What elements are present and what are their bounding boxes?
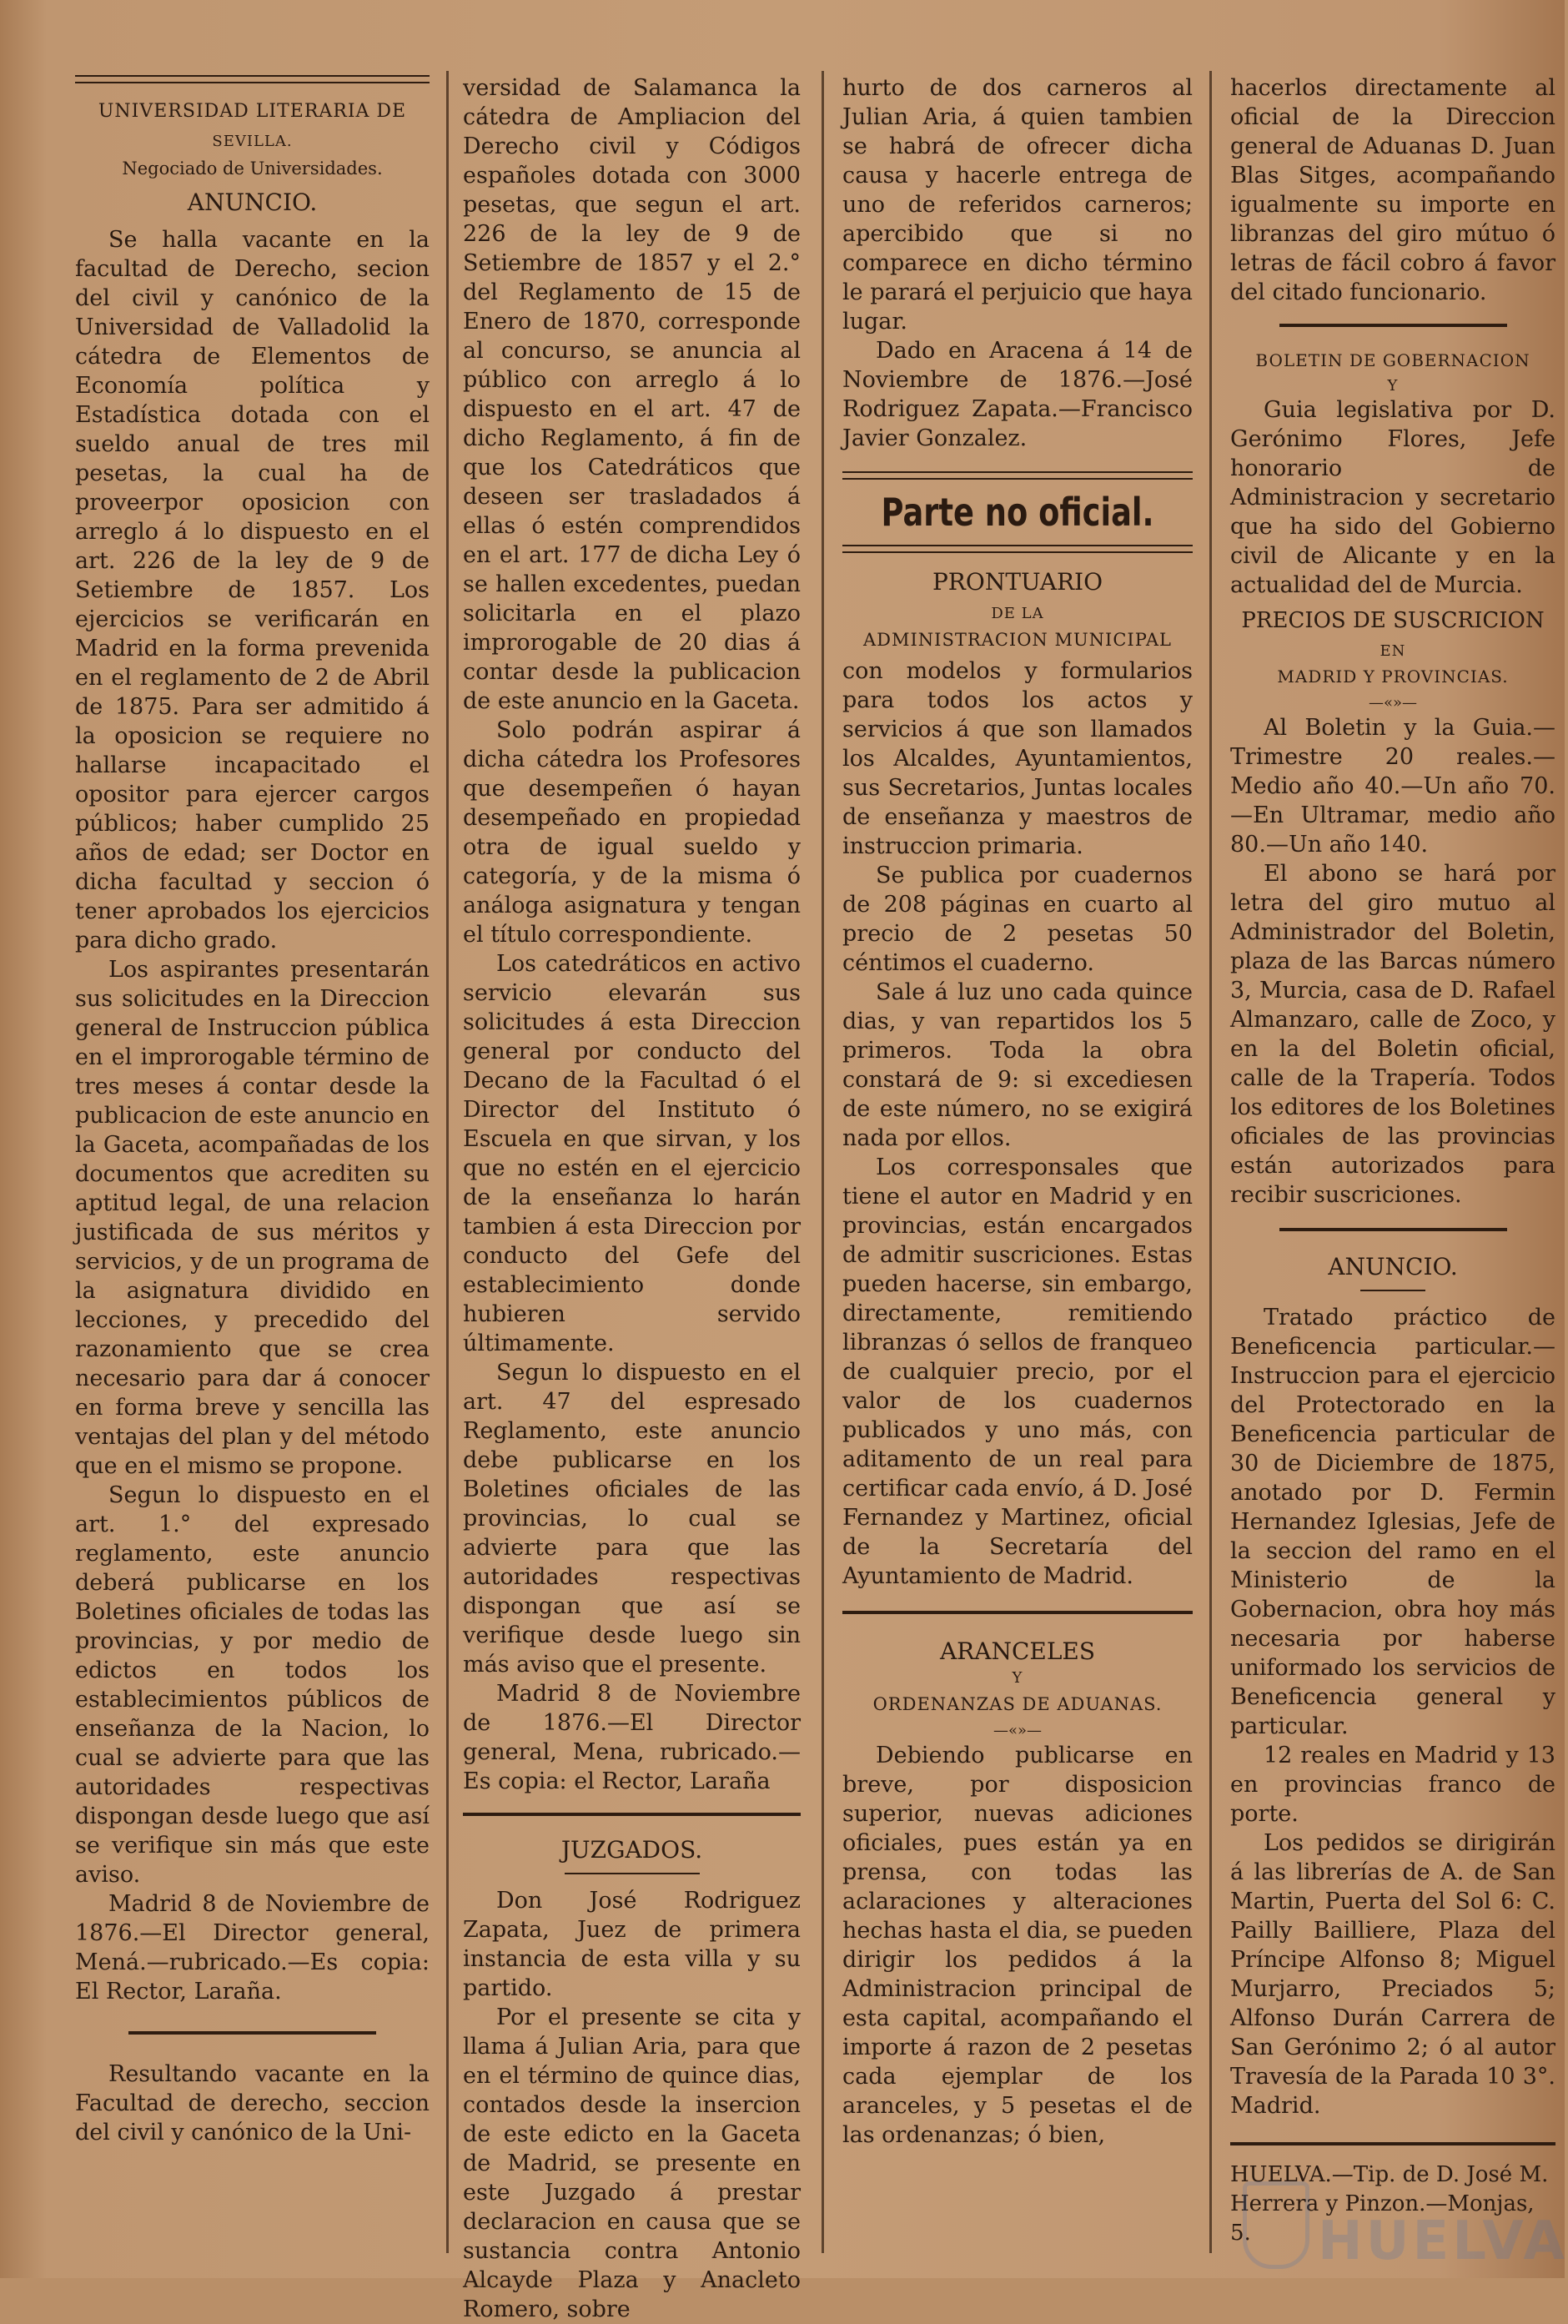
paragraph: Tratado práctico de Beneficencia particular.—Instruccion para el ejercicio del Protectorado en la Beneficencia particular de 30 de Diciembre de 1875, anotado por D. Fermin Hernandez Iglesias, Jefe de la seccion del ramo en el Ministerio de la Gobernacion, obra hoy más necesaria por haberse uniformado los servicios de Beneficencia general y particular. (1230, 1305, 1555, 1739)
paragraph: Los pedidos se dirigirán á las librerías de A. de San Martin, Puerta del Sol 6: C. Pailly Bailliere, Plaza del Príncipe Alfonso 8; Miguel Murjarro, Preciados 5; Alfonso Durán Carrera de San Gerónimo 2; ó al autor Travesía de la Parada 10 3°. Madrid. (1230, 1830, 1555, 2119)
paragraph: versidad de Salamanca la cátedra de Ampliacion del Derecho civil y Códigos españoles dotada con 3000 pesetas, que segun el art. 226 de la ley de 9 de Setiembre de 1857 y el 2.° del Reglamento de 15 de Enero de 1870, corresponde al concurso, se anuncia al público con arreglo á lo dispuesto en el art. 47 de dicho Reglamento, á fin de que los Catedráticos que deseen ser trasladados á ellas ó estén comprendidos en el art. 177 de dicha Ley ó se hallen excedentes, puedan solicitarla en el plazo improrogable de 20 dias á contar desde la publicacion de este anuncio en la Gaceta. (463, 75, 801, 714)
shield-icon (1243, 2181, 1309, 2269)
column-2 (463, 73, 801, 2322)
paragraph: Segun lo dispuesto en el art. 1.° del expresado reglamento, este anuncio deberá publicarse en los Boletines oficiales de todas las provincias, y por medio de edictos en todos los establecimientos públicos de enseñanza de la Nacion, lo cual se advierte para que las autoridades respectivas dispongan desde luego que así se verifique sin más que este aviso. (75, 1482, 430, 1888)
top-rule (75, 75, 430, 83)
section-title: ARANCELES (939, 1637, 1096, 1665)
paragraph: con modelos y formularios para todos los actos y servicios á que son llamados los Alcaldes, Ayuntamientos, sus Secretarios, Juntas locales de enseñanza y maestros de instruccion primaria. (842, 658, 1193, 859)
paragraph: Por el presente se cita y llama á Julian Aria, para que en el término de quince dias, contados desde la insercion de este edicto en la Gaceta de Madrid, se presente en este Juzgado á prestar declaracion en causa que se sustancia contra Antonio Alcayde Plaza y Anacleto Romero, sobre (463, 2005, 801, 2322)
archive-watermark (1243, 2177, 1568, 2272)
section-title: PRONTUARIO (932, 568, 1103, 596)
section-subtitle: Y (1012, 1669, 1023, 1687)
divider (1230, 2142, 1555, 2145)
ornament: —«»— (1368, 694, 1418, 712)
paragraph: Al Boletin y la Guia.—Trimestre 20 reales.—Medio año 40.—Un año 70.—En Ultramar, medio año 80.—Un año 140. (1230, 715, 1555, 858)
section-banner: Parte no oficial. (881, 490, 1154, 535)
divider (842, 1611, 1193, 1614)
column-divider (1209, 71, 1212, 2253)
section-title: ANUNCIO. (1328, 1253, 1458, 1280)
paragraph: Se halla vacante en la facultad de Derecho, secion del civil y canónico de la Universidad de Valladolid la cátedra de Elementos de Economía política y Estadística dotada con el sueldo anual de tres mil pesetas, la cual ha de proveerpor oposicion con arreglo á lo dispuesto en el art. 226 de la ley de 9 de Setiembre de 1857. Los ejercicios se verificarán en Madrid en la forma prevenida en el reglamento de 2 de Abril de 1875. Para ser admitido á la oposicion se requiere no hallarse incapacitado el opositor para ejercer cargos públicos; haber cumplido 25 años de edad; ser Doctor en dicha facultad y seccion ó tener aprobados los ejercicios para dicho grado. (75, 227, 430, 953)
institution-city: SEVILLA. (212, 133, 293, 150)
section-subtitle: ORDENANZAS DE ADUANAS. (872, 1694, 1163, 1714)
paragraph: hurto de dos carneros al Julian Aria, á quien tambien se habrá de ofrecer dicha causa y hacerle entrega de uno de referidos carneros; apercibido que si no comparece en dicho término le parará el perjuicio que haya lugar. (842, 75, 1193, 335)
signature: Dado en Aracena á 14 de Noviembre de 1876.—José Rodriguez Zapata.—Francisco Javier Gonzalez. (842, 338, 1193, 451)
section-subtitle: ADMINISTRACION MUNICIPAL (862, 630, 1173, 650)
paragraph: Solo podrán aspirar á dicha cátedra los Profesores que desempeñen ó hayan desempeñado en propiedad otra de igual sueldo y categoría, y de la misma ó análoga asignatura y tengan el título correspondiente. (463, 717, 801, 948)
section-title: PRECIOS DE SUSCRICION (1241, 608, 1545, 633)
section-title: BOLETIN DE GOBERNACION (1255, 350, 1530, 370)
paragraph: Guia legislativa por D. Gerónimo Flores, Jefe honorario de Administracion y secretario que ha sido del Gobierno civil de Alicante y en la actualidad del de Murcia. (1230, 397, 1555, 598)
printer-footer: HUELVA.—Tip. de D. José M. Herrera y Pinzon.—Monjas, 5. (1230, 2162, 1549, 2246)
ornament: —«»— (993, 1722, 1043, 1739)
column-4 (1230, 73, 1555, 2253)
signature: Madrid 8 de Noviembre de 1876.—El Director general, Mena, rubricado.—Es copia: el Rector, Laraña (463, 1681, 801, 1794)
watermark-text: HUELVA (1318, 2211, 1568, 2272)
divider (565, 1873, 700, 1874)
column-3 (842, 73, 1193, 2253)
divider (842, 545, 1193, 553)
paragraph: Se publica por cuadernos de 208 páginas en cuarto al precio de 2 pesetas 50 céntimos el cuaderno. (842, 863, 1193, 976)
paragraph: Los corresponsales que tiene el autor en Madrid y en provincias, están encargados de admitir suscriciones. Estas pueden hacerse, sin embargo, directamente, remitiendo libranzas ó sellos de franqueo de cualquier precio, por el valor de los cuadernos publicados y uno más, con aditamento de un real para certificar cada envío, á D. José Fernandez y Martinez, oficial de la Secretaría del Ayuntamiento de Madrid. (842, 1154, 1193, 1589)
paragraph: Resultando vacante en la Facultad de derecho, seccion del civil y canónico de la Uni- (75, 2061, 430, 2145)
paragraph: Don José Rodriguez Zapata, Juez de primera instancia de esta villa y su partido. (463, 1888, 801, 2001)
section-subtitle: MADRID Y PROVINCIAS. (1277, 667, 1509, 687)
paragraph: hacerlos directamente al oficial de la Direccion general de Aduanas D. Juan Blas Sitges, acompañando igualmente su importe en libranzas del giro mútuo ó letras de fácil cobro á favor del citado funcionario. (1230, 75, 1555, 305)
divider (1279, 324, 1507, 327)
paragraph: Segun lo dispuesto en el art. 47 del espresado Reglamento, este anuncio debe publicarse en los Boletines oficiales de las provincias, lo cual se advierte para que las autoridades respectivas dispongan que así se verifique desde luego sin más aviso que el presente. (463, 1360, 801, 1678)
institution-header: UNIVERSIDAD LITERARIA DE (98, 101, 407, 122)
signature: Madrid 8 de Noviembre de 1876.—El Director general, Mená.—rubricado.—Es copia: El Rector, Laraña. (75, 1891, 430, 2005)
paragraph: Los aspirantes presentarán sus solicitudes en la Direccion general de Instruccion pública en el improrogable término de tres meses á contar desde la publicacion de este anuncio en la Gaceta, acompañadas de los documentos que acrediten su aptitud legal, de una relacion justificada de sus méritos y servicios, y de un programa de la asignatura dividido en lecciones, y precedido del razonamiento que se crea necesario para dar á conocer en forma breve y sencilla las ventajas del plan y del método que en el mismo se propone. (75, 957, 430, 1479)
divider (1360, 1290, 1425, 1291)
section-title: JUZGADOS. (560, 1836, 703, 1864)
divider (1279, 1228, 1507, 1231)
paragraph: 12 reales en Madrid y 13 en provincias franco de porte. (1230, 1743, 1555, 1827)
column-divider (446, 71, 449, 2253)
paragraph: Los catedráticos en activo servicio elevarán sus solicitudes á esta Direccion general por conducto del Decano de la Facultad ó el Director del Instituto ó Escuela en que sirvan, y los que no estén en el ejercicio de la enseñanza lo harán tambien á esta Direccion por conducto del Gefe del establecimiento donde hubieren servido últimamente. (463, 951, 801, 1356)
department: Negociado de Universidades. (122, 158, 383, 179)
divider (842, 471, 1193, 480)
section-title: ANUNCIO. (187, 189, 318, 216)
section-subtitle: Y (1387, 377, 1399, 395)
section-subtitle: EN (1380, 642, 1406, 660)
paragraph: Sale á luz uno cada quince dias, y van repartidos los 5 primeros. Toda la obra constará de 9: si excediesen de este número, no se exigirá nada por ellos. (842, 979, 1193, 1151)
paragraph: El abono se hará por letra del giro mutuo al Administrador del Boletin, plaza de las Barcas número 3, Murcia, casa de D. Rafael Almanzaro, calle de Zoco, y en la del Boletin oficial, calle de la Trapería. Todos los editores de los Boletines oficiales de las provincias están autorizados para recibir suscriciones. (1230, 861, 1555, 1208)
divider (463, 1813, 801, 1816)
section-subtitle: DE LA (991, 605, 1044, 622)
paragraph: Debiendo publicarse en breve, por disposicion superior, nuevas adiciones oficiales, pues están ya en prensa, con todas las aclaraciones y alteraciones hechas hasta el dia, se pueden dirigir los pedidos á la Administracion principal de esta capital, acompañando el importe á razon de 2 pesetas cada ejemplar de los aranceles, y 5 pesetas el de las ordenanzas; ó bien, (842, 1743, 1193, 2148)
divider (128, 2031, 377, 2035)
column-divider (822, 71, 824, 2253)
column-1 (75, 67, 430, 2253)
